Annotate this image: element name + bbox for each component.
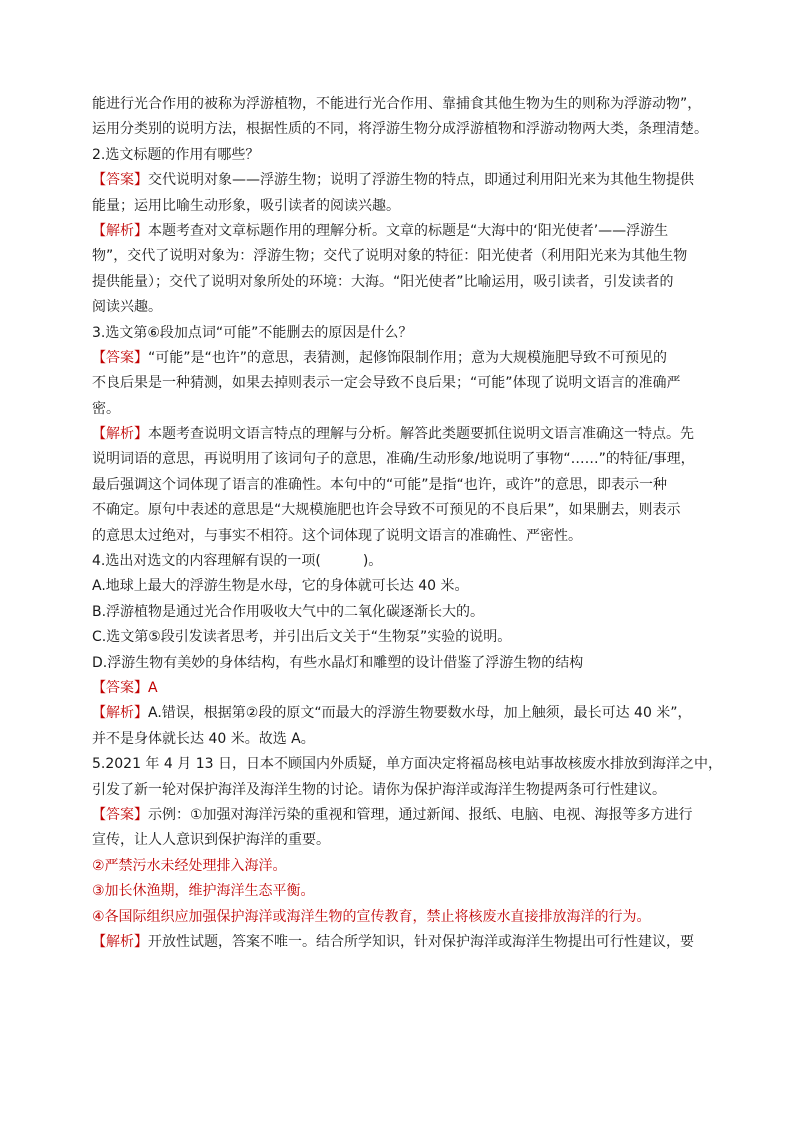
- answer-line: 密。: [92, 400, 120, 417]
- question-5: 5.2021 年 4 月 13 日，日本不顾国内外质疑，单方面决定将福岛核电站事故核废水排放到海洋之中，: [92, 756, 722, 773]
- analysis-line: 说明词语的意思，再说明用了该词句子的意思，准确/生动形象/地说明了事物“……”的特征/事理，: [92, 451, 695, 468]
- analysis-text: 开放性试题，答案不唯一。结合所学知识，针对保护海洋或海洋生物提出可行性建议，要: [148, 933, 694, 950]
- answer-text: 交代说明对象——浮游生物；说明了浮游生物的特点，即通过利用阳光来为其他生物提供: [148, 172, 694, 189]
- analysis-line: 的意思太过绝对，与事实不相符。这个词体现了说明文语言的准确性、严密性。: [92, 527, 582, 544]
- analysis-line: 提供能量）；交代了说明对象所处的环境：大海。“阳光使者”比喻运用，吸引读者，引发读者的: [92, 273, 674, 290]
- analysis-tag: 【解析】: [92, 705, 148, 722]
- analysis-tag: 【解析】: [92, 933, 148, 950]
- analysis-tag: 【解析】: [92, 222, 148, 239]
- option-c: C.选文第⑤段引发读者思考，并引出后文关于“生物泵”实验的说明。: [92, 629, 512, 646]
- answer-tag: 【答案】: [92, 679, 148, 696]
- answer-text: “可能”是“也许”的意思，表猜测，起修饰限制作用；意为大规模施肥导致不可预见的: [148, 349, 668, 366]
- answer-line: 能量；运用比喻生动形象，吸引读者的阅读兴趣。: [92, 197, 400, 214]
- answer-tag: 【答案】: [92, 172, 148, 189]
- analysis-line: [92, 422, 712, 447]
- option-a: A.地球上最大的浮游生物是水母，它的身体就可长达 40 米。: [92, 578, 469, 595]
- analysis-line: 并不是身体就长达 40 米。故选 A。: [92, 730, 315, 747]
- analysis-line: 物”，交代了说明对象为：浮游生物；交代了说明对象的特征：阳光使者（利用阳光来为其他生物: [92, 248, 688, 265]
- answer-tag: 【答案】: [92, 349, 148, 366]
- answer-line: ②严禁污水未经处理排入海洋。: [92, 857, 287, 874]
- analysis-line: 最后强调这个词体现了语言的准确性。本句中的“可能”是指“也许，或许”的意思，即表示一种: [92, 476, 668, 493]
- document-page: [92, 92, 722, 955]
- analysis-line: [92, 701, 712, 726]
- analysis-line: 阅读兴趣。: [92, 299, 162, 316]
- analysis-tag: 【解析】: [92, 426, 148, 443]
- analysis-text: A.错误，根据第②段的原文“而最大的浮游生物要数水母，加上触须，最长可达 40 米”，: [148, 705, 692, 722]
- question-2: 2.选文标题的作用有哪些？: [92, 146, 260, 163]
- answer-tag: 【答案】: [92, 806, 148, 823]
- analysis-line: [92, 219, 712, 244]
- analysis-line: 不确定。原句中表述的意思是“大规模施肥也许会导致不可预见的不良后果”，如果删去，则表示: [92, 502, 681, 519]
- question-4: 4.选出对选文的内容理解有误的一项( )。: [92, 553, 383, 570]
- answer-line: [92, 346, 712, 371]
- answer-line: [92, 676, 712, 701]
- answer-line: [92, 168, 712, 193]
- analysis-line: [92, 930, 712, 955]
- intro-line: 能进行光合作用的被称为浮游植物，不能进行光合作用、靠捕食其他生物为生的则称为浮游动物”，: [92, 96, 702, 112]
- answer-line: ④各国际组织应加强保护海洋或海洋生物的宣传教育，禁止将核废水直接排放海洋的行为。: [92, 908, 651, 925]
- answer-line: ③加长休渔期，维护海洋生态平衡。: [92, 883, 315, 900]
- answer-text: A: [148, 679, 158, 696]
- question-3: 3.选文第⑥段加点词“可能”不能删去的原因是什么？: [92, 324, 413, 341]
- answer-line: 不良后果是一种猜测，如果去掉则表示一定会导致不良后果；“可能”体现了说明文语言的准确严: [92, 375, 681, 392]
- answer-line: 宣传，让人人意识到保护海洋的重要。: [92, 832, 330, 849]
- intro-line: 运用分类别的说明方法，根据性质的不同，将浮游生物分成浮游植物和浮游动物两大类，条理清楚。: [92, 121, 708, 138]
- answer-text: 示例：①加强对海洋污染的重视和管理，通过新闻、报纸、电脑、电视、海报等多方进行: [148, 806, 693, 823]
- question-5-cont: 引发了新一轮对保护海洋及海洋生物的讨论。请你为保护海洋或海洋生物提两条可行性建议。: [92, 781, 666, 798]
- answer-line: [92, 803, 712, 828]
- analysis-text: 本题考查说明文语言特点的理解与分析。解答此类题要抓住说明文语言准确这一特点。先: [148, 426, 694, 443]
- option-d: D.浮游生物有美妙的身体结构，有些水晶灯和雕塑的设计借鉴了浮游生物的结构: [92, 654, 584, 671]
- option-b: B.浮游植物是通过光合作用吸收大气中的二氧化碳逐渐长大的。: [92, 603, 485, 620]
- analysis-text: 本题考查对文章标题作用的理解分析。文章的标题是“大海中的‘阳光使者’——浮游生: [148, 222, 669, 239]
